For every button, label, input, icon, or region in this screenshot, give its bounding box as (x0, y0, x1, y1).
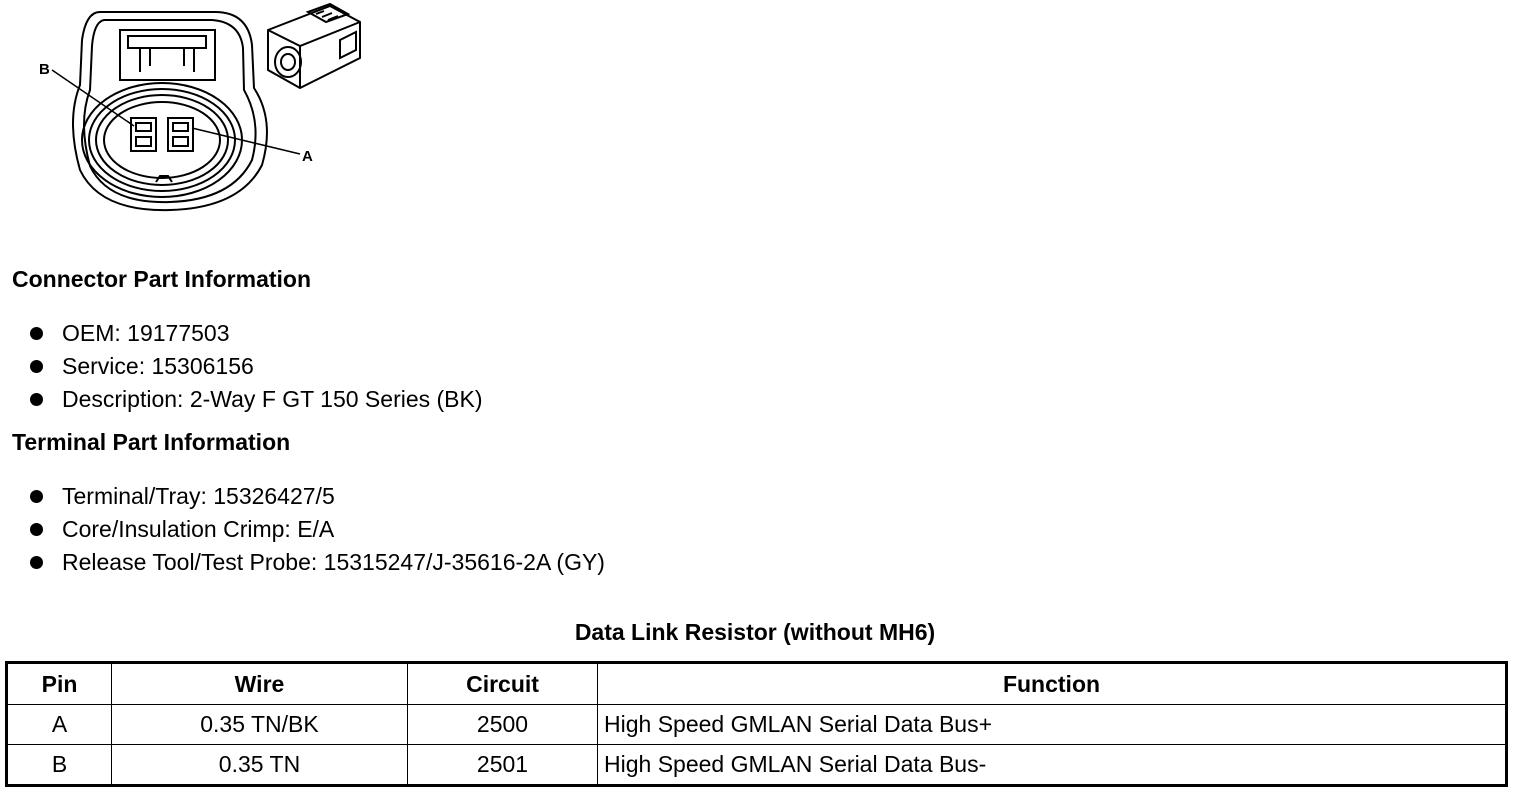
cell-circuit: 2501 (408, 745, 598, 786)
column-header-pin: Pin (7, 663, 112, 705)
list-item-text: OEM: 19177503 (62, 320, 230, 346)
column-header-wire: Wire (112, 663, 408, 705)
cell-circuit: 2500 (408, 705, 598, 745)
connector-seal-ring-outer (82, 83, 242, 197)
list-item (28, 350, 483, 383)
cell-wire: 0.35 TN (112, 745, 408, 786)
list-item-text: Terminal/Tray: 15326427/5 (62, 483, 335, 509)
bullet-icon (30, 393, 43, 406)
list-item-text: Description: 2-Way F GT 150 Series (BK) (62, 386, 483, 412)
table-row (7, 705, 1507, 745)
list-item (28, 480, 605, 513)
connector-part-info-heading: Connector Part Information (12, 266, 312, 292)
pinout-table (5, 661, 1508, 787)
table-title: Data Link Resistor (without MH6) (574, 619, 936, 645)
bullet-icon (30, 360, 43, 373)
bullet-icon (30, 490, 43, 503)
cell-pin: A (7, 705, 112, 745)
list-item (28, 513, 605, 546)
cell-wire: 0.35 TN/BK (112, 705, 408, 745)
pin-label-b: B (39, 61, 50, 78)
leader-line-a (192, 128, 300, 154)
cell-pin: B (7, 745, 112, 786)
table-header-row (7, 663, 1507, 705)
list-item (28, 546, 605, 579)
connector-part-info-list (28, 317, 483, 416)
connector-3d-thumbnail (268, 4, 360, 88)
table-row (7, 745, 1507, 786)
terminal-part-info-list (28, 480, 605, 579)
connector-latch (120, 30, 215, 80)
list-item-text: Release Tool/Test Probe: 15315247/J-35616-2A (GY) (62, 549, 605, 575)
connector-diagram (0, 0, 420, 225)
bullet-icon (30, 556, 43, 569)
cell-function: High Speed GMLAN Serial Data Bus+ (598, 705, 1507, 745)
list-item (28, 383, 483, 416)
bullet-icon (30, 523, 43, 536)
column-header-function: Function (598, 663, 1507, 705)
cell-function: High Speed GMLAN Serial Data Bus- (598, 745, 1507, 786)
connector-seal-ring-inner (104, 102, 220, 178)
pin-label-a: A (302, 148, 313, 165)
terminal-part-info-heading: Terminal Part Information (12, 429, 291, 455)
list-item-text: Service: 15306156 (62, 353, 254, 379)
bullet-icon (30, 327, 43, 340)
list-item-text: Core/Insulation Crimp: E/A (62, 516, 335, 542)
column-header-circuit: Circuit (408, 663, 598, 705)
list-item (28, 317, 483, 350)
